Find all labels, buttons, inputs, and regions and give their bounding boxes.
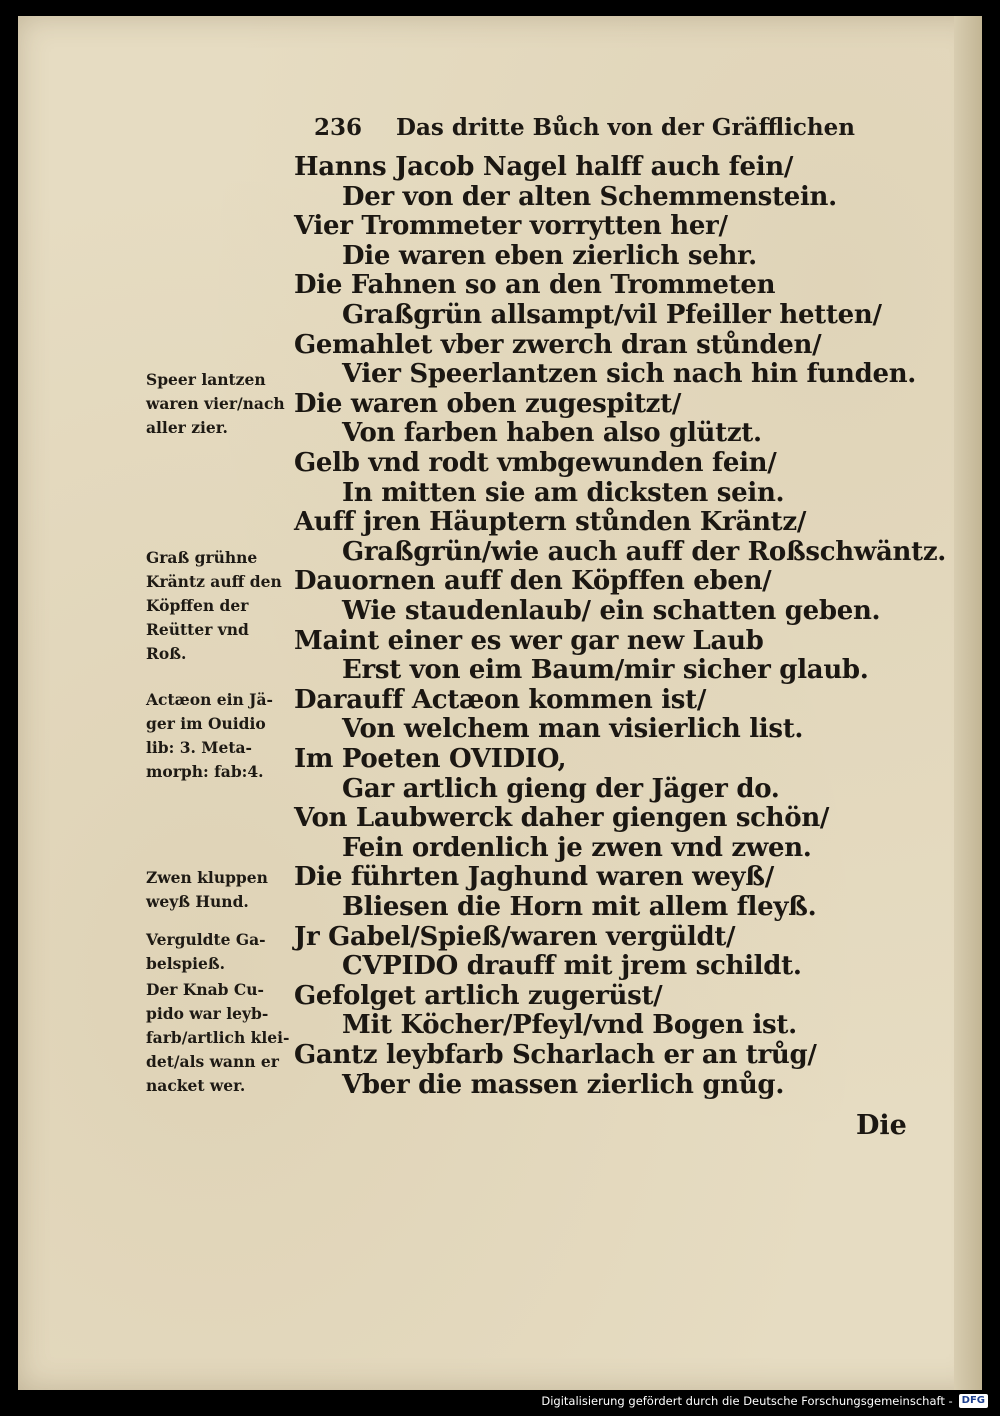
margin-note-line: Roß.: [146, 644, 187, 663]
catchword: Die: [856, 1110, 907, 1141]
margin-note-line: Actæon ein Jä-: [146, 690, 273, 709]
margin-note-line: waren vier/nach: [146, 394, 285, 413]
verse-line: Fein ordenlich je zwen vnd zwen.: [342, 832, 812, 863]
verse-line: Die führten Jaghund waren weyß/: [294, 862, 774, 893]
verse-line: Von farben haben also glützt.: [342, 418, 762, 449]
verse-line: Bliesen die Horn mit allem fleyß.: [342, 892, 817, 922]
verse-line: Dauornen auff den Köpffen eben/: [294, 566, 772, 597]
footer-credit: Digitalisierung gefördert durch die Deutsche Forschungsgemeinschaft -: [541, 1394, 953, 1408]
margin-note-line: Der Knab Cu-: [146, 980, 264, 999]
verse-line: Von welchem man visierlich list.: [342, 714, 804, 745]
margin-note-line: Graß grühne: [146, 548, 258, 567]
margin-note-line: nacket wer.: [146, 1076, 246, 1095]
verse-line: Gemahlet vber zwerch dran stůnden/: [294, 329, 822, 360]
verse-line: Die Fahnen so an den Trommeten: [294, 270, 776, 301]
verse-line: Im Poeten OVIDIO,: [294, 744, 567, 774]
verse-line: Die waren oben zugespitzt/: [294, 388, 682, 419]
verse-line: Jr Gabel/Spieß/waren vergüldt/: [294, 921, 736, 952]
verse-line: Gelb vnd rodt vmbgewunden fein/: [294, 448, 777, 478]
running-title: Das dritte Bůch von der Gräfflichen: [396, 114, 855, 141]
verse-line: Graßgrün/wie auch auff der Roßschwäntz.: [342, 536, 947, 567]
margin-note-line: Verguldte Ga-: [146, 930, 266, 949]
verse-line: Darauff Actæon kommen ist/: [294, 684, 707, 715]
page-header: [314, 114, 855, 141]
verse-line: Maint einer es wer gar new Laub: [294, 625, 764, 656]
verse-line: Gar artlich gieng der Jäger do.: [342, 773, 780, 804]
verse-line: Mit Köcher/Pfeyl/vnd Bogen ist.: [342, 1010, 797, 1041]
margin-note-line: aller zier.: [146, 418, 228, 437]
verse-line: Die waren eben zierlich sehr.: [342, 240, 757, 271]
margin-note-line: Kräntz auff den: [146, 572, 282, 591]
verse-line: Von Laubwerck daher giengen schön/: [294, 803, 830, 834]
margin-note-line: Zwen kluppen: [146, 868, 268, 887]
margin-note-line: morph: fab:4.: [146, 762, 264, 781]
verse-line: Hanns Jacob Nagel halff auch fein/: [294, 152, 794, 182]
margin-note-line: belspieß.: [146, 954, 226, 973]
margin-note-line: pido war leyb-: [146, 1004, 269, 1023]
verse-line: Gefolget artlich zugerüst/: [294, 980, 663, 1011]
verse-line: Vier Speerlantzen sich nach hin funden.: [342, 359, 917, 390]
digitization-footer: [541, 1392, 988, 1410]
margin-note-line: det/als wann er: [146, 1052, 279, 1071]
verse-line: Vber die massen zierlich gnůg.: [342, 1069, 785, 1100]
verse-line: CVPIDO drauff mit jrem schildt.: [342, 951, 802, 982]
verse-line: Gantz leybfarb Scharlach er an trůg/: [294, 1040, 817, 1070]
page-number: 236: [314, 114, 363, 141]
verse-line: Erst von eim Baum/mir sicher glaub.: [342, 655, 869, 686]
dfg-logo: DFG: [959, 1394, 988, 1408]
margin-note-line: weyß Hund.: [146, 892, 249, 911]
page-spine-shadow: [954, 16, 982, 1390]
verse-line: Wie staudenlaub/ ein schatten geben.: [342, 596, 881, 626]
verse-line: Auff jren Häuptern stůnden Kräntz/: [294, 507, 807, 538]
verse-line: Vier Trommeter vorrytten her/: [294, 211, 728, 242]
book-page: [18, 16, 982, 1390]
margin-note-line: Speer lantzen: [146, 370, 266, 389]
margin-note-line: Köpffen der: [146, 596, 249, 615]
verse-line: Der von der alten Schemmenstein.: [342, 181, 837, 212]
margin-note-line: lib: 3. Meta-: [146, 738, 252, 757]
verse-line: Graßgrün allsampt/vil Pfeiller hetten/: [342, 300, 882, 330]
margin-note-line: farb/artlich klei-: [146, 1028, 290, 1047]
verse-line: In mitten sie am dicksten sein.: [342, 477, 785, 508]
margin-note-line: ger im Ouidio: [146, 714, 266, 733]
margin-note-line: Reütter vnd: [146, 620, 249, 639]
